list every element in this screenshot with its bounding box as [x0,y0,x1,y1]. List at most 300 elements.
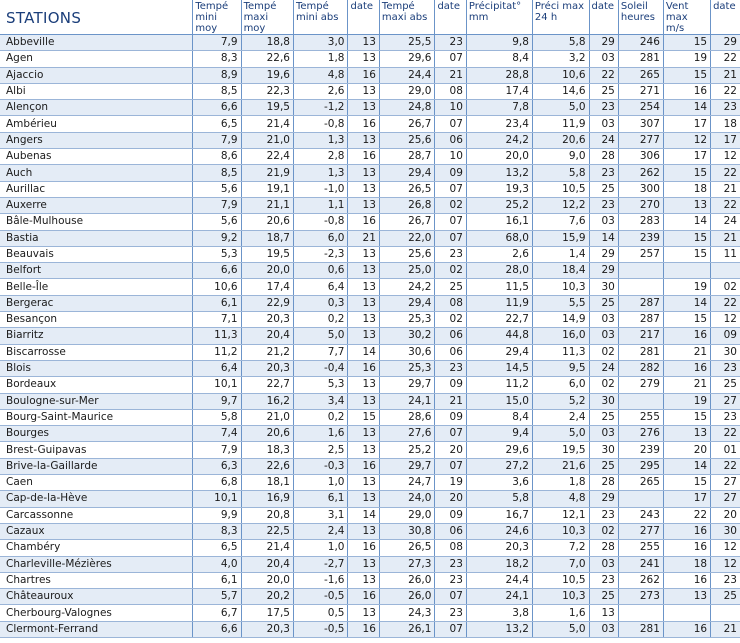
cell-precipitations: 8,4 [466,409,532,425]
cell-vent-max: 15 [663,230,710,246]
cell-date-vent: 25 [711,377,740,393]
cell-tempe-mini-moy: 8,5 [193,165,241,181]
cell-date-mini-abs: 13 [348,523,379,539]
cell-preci-max: 11,3 [532,344,589,360]
cell-preci-max: 10,3 [532,523,589,539]
cell-tempe-maxi-abs: 24,7 [379,475,435,491]
cell-tempe-maxi-moy: 16,9 [241,491,293,507]
cell-date-mini-abs: 13 [348,181,379,197]
cell-date-vent: 22 [711,51,740,67]
cell-tempe-mini-abs: 6,0 [293,230,348,246]
cell-date-mini-abs: 13 [348,279,379,295]
cell-preci-max: 5,0 [532,621,589,637]
cell-date-preci-max: 29 [589,246,618,262]
cell-date-mini-abs: 13 [348,393,379,409]
cell-date-vent: 22 [711,458,740,474]
cell-station-name: Belfort [0,263,193,279]
cell-date-mini-abs: 14 [348,507,379,523]
cell-precipitations: 27,2 [466,458,532,474]
cell-tempe-maxi-moy: 20,8 [241,507,293,523]
cell-preci-max: 2,4 [532,409,589,425]
cell-date-vent: 21 [711,181,740,197]
cell-tempe-mini-moy: 8,9 [193,67,241,83]
cell-date-vent: 17 [711,132,740,148]
cell-soleil-heures: 281 [618,621,663,637]
cell-precipitations: 13,2 [466,621,532,637]
cell-date-mini-abs: 13 [348,426,379,442]
cell-soleil-heures [618,393,663,409]
cell-date-mini-abs: 16 [348,458,379,474]
cell-tempe-maxi-abs: 28,7 [379,149,435,165]
cell-preci-max: 15,9 [532,230,589,246]
cell-tempe-maxi-moy: 16,2 [241,393,293,409]
header-vent-max[interactable]: Vent max m/s [663,0,710,35]
cell-tempe-mini-abs: 7,7 [293,344,348,360]
cell-preci-max: 20,6 [532,132,589,148]
cell-tempe-mini-moy: 9,7 [193,393,241,409]
cell-date-maxi-abs: 23 [435,246,466,262]
cell-date-preci-max: 23 [589,507,618,523]
cell-precipitations: 25,2 [466,197,532,213]
cell-date-maxi-abs: 23 [435,35,466,51]
cell-date-mini-abs: 21 [348,230,379,246]
cell-preci-max: 6,0 [532,377,589,393]
cell-station-name: Besançon [0,312,193,328]
cell-station-name: Cherbourg-Valognes [0,605,193,621]
cell-tempe-mini-moy: 9,9 [193,507,241,523]
cell-tempe-maxi-moy: 20,4 [241,328,293,344]
cell-date-mini-abs: 13 [348,132,379,148]
header-precipitations[interactable]: Précipitat° mm [466,0,532,35]
table-row [0,279,740,295]
cell-date-maxi-abs: 06 [435,132,466,148]
cell-tempe-mini-abs: -0,8 [293,116,348,132]
cell-soleil-heures: 255 [618,540,663,556]
cell-date-maxi-abs: 10 [435,149,466,165]
cell-date-preci-max: 23 [589,197,618,213]
header-date-preci-max[interactable]: date [589,0,618,35]
cell-date-vent: 22 [711,165,740,181]
cell-precipitations: 11,5 [466,279,532,295]
cell-date-maxi-abs: 06 [435,344,466,360]
cell-tempe-mini-abs: -0,5 [293,589,348,605]
cell-preci-max: 5,8 [532,35,589,51]
cell-date-mini-abs: 16 [348,360,379,376]
cell-date-vent: 21 [711,67,740,83]
cell-tempe-maxi-abs: 30,2 [379,328,435,344]
table-row [0,328,740,344]
cell-date-vent: 22 [711,295,740,311]
cell-soleil-heures [618,491,663,507]
cell-preci-max: 5,5 [532,295,589,311]
cell-date-maxi-abs: 08 [435,540,466,556]
cell-station-name: Biarritz [0,328,193,344]
cell-vent-max: 13 [663,197,710,213]
cell-precipitations: 5,8 [466,491,532,507]
table-row [0,197,740,213]
cell-vent-max: 14 [663,458,710,474]
cell-date-preci-max: 03 [589,116,618,132]
table-row [0,116,740,132]
cell-tempe-maxi-moy: 20,6 [241,214,293,230]
cell-precipitations: 28,0 [466,263,532,279]
cell-tempe-maxi-moy: 20,4 [241,556,293,572]
cell-station-name: Boulogne-sur-Mer [0,393,193,409]
cell-date-preci-max: 30 [589,442,618,458]
cell-date-preci-max: 14 [589,230,618,246]
cell-preci-max: 12,1 [532,507,589,523]
cell-precipitations: 3,6 [466,475,532,491]
cell-soleil-heures: 287 [618,295,663,311]
cell-date-preci-max: 25 [589,589,618,605]
cell-tempe-mini-moy: 6,4 [193,360,241,376]
cell-soleil-heures: 282 [618,360,663,376]
cell-preci-max: 5,0 [532,100,589,116]
cell-date-vent: 01 [711,442,740,458]
cell-soleil-heures: 246 [618,35,663,51]
cell-date-preci-max: 24 [589,132,618,148]
header-preci-max[interactable]: Préci max 24 h [532,0,589,35]
table-row [0,181,740,197]
cell-vent-max: 21 [663,344,710,360]
cell-tempe-maxi-abs: 29,6 [379,51,435,67]
cell-station-name: Charleville-Mézières [0,556,193,572]
table-row [0,540,740,556]
cell-tempe-mini-abs: 1,6 [293,426,348,442]
header-date-vent[interactable]: date [711,0,740,35]
cell-preci-max: 1,8 [532,475,589,491]
cell-tempe-mini-abs: 4,8 [293,67,348,83]
cell-tempe-maxi-abs: 26,5 [379,540,435,556]
cell-date-mini-abs: 16 [348,214,379,230]
cell-preci-max: 14,9 [532,312,589,328]
cell-date-preci-max: 13 [589,605,618,621]
cell-tempe-maxi-abs: 25,6 [379,132,435,148]
cell-vent-max: 20 [663,442,710,458]
cell-date-vent: 29 [711,35,740,51]
header-soleil[interactable]: Soleil heures [618,0,663,35]
table-row [0,67,740,83]
cell-station-name: Chambéry [0,540,193,556]
cell-date-mini-abs: 13 [348,572,379,588]
cell-date-mini-abs: 13 [348,328,379,344]
cell-tempe-maxi-abs: 24,4 [379,67,435,83]
cell-vent-max: 17 [663,149,710,165]
cell-tempe-mini-moy: 5,7 [193,589,241,605]
cell-date-vent: 23 [711,572,740,588]
cell-soleil-heures: 239 [618,442,663,458]
cell-vent-max: 16 [663,621,710,637]
cell-precipitations: 24,1 [466,589,532,605]
cell-date-maxi-abs: 23 [435,360,466,376]
header-tempe-maxi-abs[interactable]: Tempé maxi abs [379,0,435,35]
cell-date-mini-abs: 16 [348,116,379,132]
cell-preci-max: 21,6 [532,458,589,474]
table-row [0,475,740,491]
cell-tempe-maxi-moy: 18,3 [241,442,293,458]
table-row [0,572,740,588]
cell-soleil-heures: 243 [618,507,663,523]
cell-date-mini-abs: 13 [348,51,379,67]
cell-soleil-heures: 300 [618,181,663,197]
cell-tempe-mini-abs: 2,6 [293,83,348,99]
cell-preci-max: 5,8 [532,165,589,181]
cell-date-preci-max: 22 [589,67,618,83]
cell-soleil-heures: 270 [618,197,663,213]
table-row [0,605,740,621]
cell-vent-max: 19 [663,393,710,409]
cell-tempe-maxi-abs: 29,7 [379,458,435,474]
cell-date-vent: 23 [711,360,740,376]
cell-vent-max: 15 [663,246,710,262]
cell-soleil-heures: 241 [618,556,663,572]
cell-date-mini-abs: 16 [348,149,379,165]
cell-date-vent: 21 [711,230,740,246]
cell-tempe-mini-abs: -0,4 [293,360,348,376]
cell-tempe-maxi-moy: 22,6 [241,458,293,474]
cell-tempe-mini-abs: 2,8 [293,149,348,165]
cell-station-name: Cazaux [0,523,193,539]
cell-tempe-mini-moy: 6,5 [193,116,241,132]
cell-vent-max [663,263,710,279]
cell-station-name: Chartres [0,572,193,588]
cell-date-mini-abs: 13 [348,83,379,99]
cell-tempe-maxi-abs: 29,4 [379,295,435,311]
cell-date-maxi-abs: 23 [435,556,466,572]
cell-preci-max: 10,5 [532,572,589,588]
cell-tempe-maxi-abs: 24,3 [379,605,435,621]
cell-tempe-mini-abs: 5,3 [293,377,348,393]
cell-preci-max: 1,4 [532,246,589,262]
cell-soleil-heures: 254 [618,100,663,116]
cell-station-name: Auxerre [0,197,193,213]
table-row [0,426,740,442]
cell-tempe-mini-abs: 1,0 [293,540,348,556]
cell-date-maxi-abs: 02 [435,263,466,279]
cell-tempe-mini-abs: 0,6 [293,263,348,279]
cell-soleil-heures [618,279,663,295]
cell-date-maxi-abs: 06 [435,523,466,539]
cell-date-vent: 11 [711,246,740,262]
cell-date-maxi-abs: 07 [435,458,466,474]
cell-station-name: Beauvais [0,246,193,262]
cell-date-mini-abs: 13 [348,556,379,572]
cell-tempe-mini-abs: 6,1 [293,491,348,507]
cell-date-vent: 12 [711,540,740,556]
cell-soleil-heures: 273 [618,589,663,605]
cell-date-maxi-abs: 02 [435,197,466,213]
cell-tempe-maxi-moy: 21,4 [241,540,293,556]
header-tempe-mini-abs[interactable]: Tempé mini abs [293,0,348,35]
cell-date-preci-max: 03 [589,621,618,637]
cell-date-vent: 12 [711,556,740,572]
cell-tempe-maxi-moy: 22,6 [241,51,293,67]
cell-date-maxi-abs: 21 [435,393,466,409]
cell-tempe-mini-abs: 0,5 [293,605,348,621]
table-row [0,132,740,148]
table-row [0,312,740,328]
cell-vent-max: 15 [663,35,710,51]
cell-tempe-mini-abs: 1,0 [293,475,348,491]
cell-station-name: Angers [0,132,193,148]
cell-date-vent [711,263,740,279]
cell-tempe-mini-moy: 7,4 [193,426,241,442]
cell-tempe-maxi-moy: 17,4 [241,279,293,295]
cell-tempe-maxi-moy: 19,1 [241,181,293,197]
cell-tempe-maxi-abs: 26,5 [379,181,435,197]
cell-precipitations: 16,7 [466,507,532,523]
cell-tempe-maxi-abs: 24,8 [379,100,435,116]
header-row [0,0,740,35]
cell-station-name: Belle-Île [0,279,193,295]
cell-date-maxi-abs: 20 [435,491,466,507]
cell-tempe-maxi-abs: 26,0 [379,572,435,588]
cell-preci-max: 1,6 [532,605,589,621]
cell-date-vent [711,605,740,621]
cell-tempe-maxi-moy: 19,5 [241,100,293,116]
cell-vent-max: 13 [663,426,710,442]
cell-tempe-mini-moy: 7,9 [193,442,241,458]
cell-soleil-heures: 287 [618,312,663,328]
cell-preci-max: 9,5 [532,360,589,376]
table-row [0,409,740,425]
cell-vent-max: 16 [663,83,710,99]
cell-vent-max: 14 [663,100,710,116]
cell-tempe-maxi-moy: 20,0 [241,263,293,279]
cell-station-name: Ajaccio [0,67,193,83]
cell-precipitations: 23,4 [466,116,532,132]
cell-date-preci-max: 25 [589,409,618,425]
cell-date-mini-abs: 16 [348,67,379,83]
cell-tempe-mini-abs: -1,2 [293,100,348,116]
cell-tempe-mini-moy: 5,6 [193,181,241,197]
cell-preci-max: 9,0 [532,149,589,165]
cell-precipitations: 24,6 [466,523,532,539]
cell-tempe-mini-moy: 6,1 [193,572,241,588]
cell-vent-max: 16 [663,360,710,376]
cell-soleil-heures: 307 [618,116,663,132]
table-row [0,393,740,409]
cell-station-name: Caen [0,475,193,491]
cell-date-maxi-abs: 09 [435,165,466,181]
cell-vent-max: 21 [663,377,710,393]
table-row [0,165,740,181]
cell-soleil-heures: 283 [618,214,663,230]
cell-date-vent: 27 [711,475,740,491]
cell-date-vent: 09 [711,328,740,344]
cell-date-vent: 22 [711,83,740,99]
cell-date-maxi-abs: 06 [435,328,466,344]
cell-tempe-mini-moy: 5,6 [193,214,241,230]
cell-precipitations: 24,2 [466,132,532,148]
cell-date-maxi-abs: 23 [435,572,466,588]
cell-date-maxi-abs: 02 [435,312,466,328]
table-row [0,442,740,458]
cell-soleil-heures: 265 [618,67,663,83]
table-row [0,621,740,637]
cell-date-maxi-abs: 07 [435,214,466,230]
cell-date-preci-max: 02 [589,377,618,393]
cell-precipitations: 2,6 [466,246,532,262]
cell-station-name: Carcassonne [0,507,193,523]
cell-vent-max: 15 [663,312,710,328]
cell-soleil-heures: 262 [618,572,663,588]
cell-tempe-mini-moy: 6,6 [193,621,241,637]
cell-precipitations: 11,9 [466,295,532,311]
cell-precipitations: 7,8 [466,100,532,116]
cell-date-mini-abs: 16 [348,540,379,556]
table-row [0,344,740,360]
cell-vent-max: 22 [663,507,710,523]
table-row [0,523,740,539]
cell-date-vent: 27 [711,491,740,507]
cell-tempe-mini-abs: 0,2 [293,312,348,328]
cell-tempe-maxi-abs: 25,6 [379,246,435,262]
cell-vent-max: 16 [663,328,710,344]
cell-preci-max: 4,8 [532,491,589,507]
cell-station-name: Aubenas [0,149,193,165]
cell-soleil-heures: 257 [618,246,663,262]
cell-soleil-heures: 306 [618,149,663,165]
cell-preci-max: 7,2 [532,540,589,556]
cell-date-maxi-abs: 10 [435,100,466,116]
cell-tempe-maxi-moy: 20,0 [241,572,293,588]
cell-station-name: Biscarrosse [0,344,193,360]
cell-preci-max: 19,5 [532,442,589,458]
cell-date-mini-abs: 16 [348,589,379,605]
table-row [0,360,740,376]
cell-preci-max: 10,6 [532,67,589,83]
cell-tempe-maxi-abs: 26,7 [379,116,435,132]
cell-tempe-maxi-moy: 21,9 [241,165,293,181]
cell-vent-max: 16 [663,540,710,556]
cell-vent-max: 15 [663,409,710,425]
cell-precipitations: 16,1 [466,214,532,230]
cell-tempe-mini-abs: 5,0 [293,328,348,344]
header-date-maxi-abs[interactable]: date [435,0,466,35]
cell-tempe-mini-abs: 2,5 [293,442,348,458]
header-stations[interactable]: STATIONS [0,0,193,35]
cell-tempe-mini-abs: 1,3 [293,132,348,148]
cell-date-vent: 02 [711,279,740,295]
cell-precipitations: 17,4 [466,83,532,99]
cell-soleil-heures: 271 [618,83,663,99]
table-row [0,83,740,99]
table-row [0,458,740,474]
cell-preci-max: 10,3 [532,279,589,295]
cell-tempe-mini-moy: 7,9 [193,197,241,213]
cell-date-maxi-abs: 09 [435,377,466,393]
cell-precipitations: 9,4 [466,426,532,442]
cell-preci-max: 12,2 [532,197,589,213]
cell-soleil-heures: 262 [618,165,663,181]
cell-vent-max: 18 [663,181,710,197]
cell-preci-max: 5,2 [532,393,589,409]
header-date-mini-abs[interactable]: date [348,0,379,35]
cell-date-vent: 23 [711,100,740,116]
cell-date-mini-abs: 13 [348,263,379,279]
table-row [0,295,740,311]
cell-tempe-mini-abs: 1,1 [293,197,348,213]
cell-tempe-mini-abs: 1,3 [293,165,348,181]
header-tempe-mini-moy[interactable]: Tempé mini moy [193,0,241,35]
cell-date-preci-max: 30 [589,279,618,295]
cell-date-preci-max: 23 [589,100,618,116]
cell-tempe-mini-abs: 3,4 [293,393,348,409]
cell-date-mini-abs: 15 [348,409,379,425]
header-tempe-maxi-moy[interactable]: Tempé maxi moy [241,0,293,35]
cell-date-maxi-abs: 07 [435,621,466,637]
